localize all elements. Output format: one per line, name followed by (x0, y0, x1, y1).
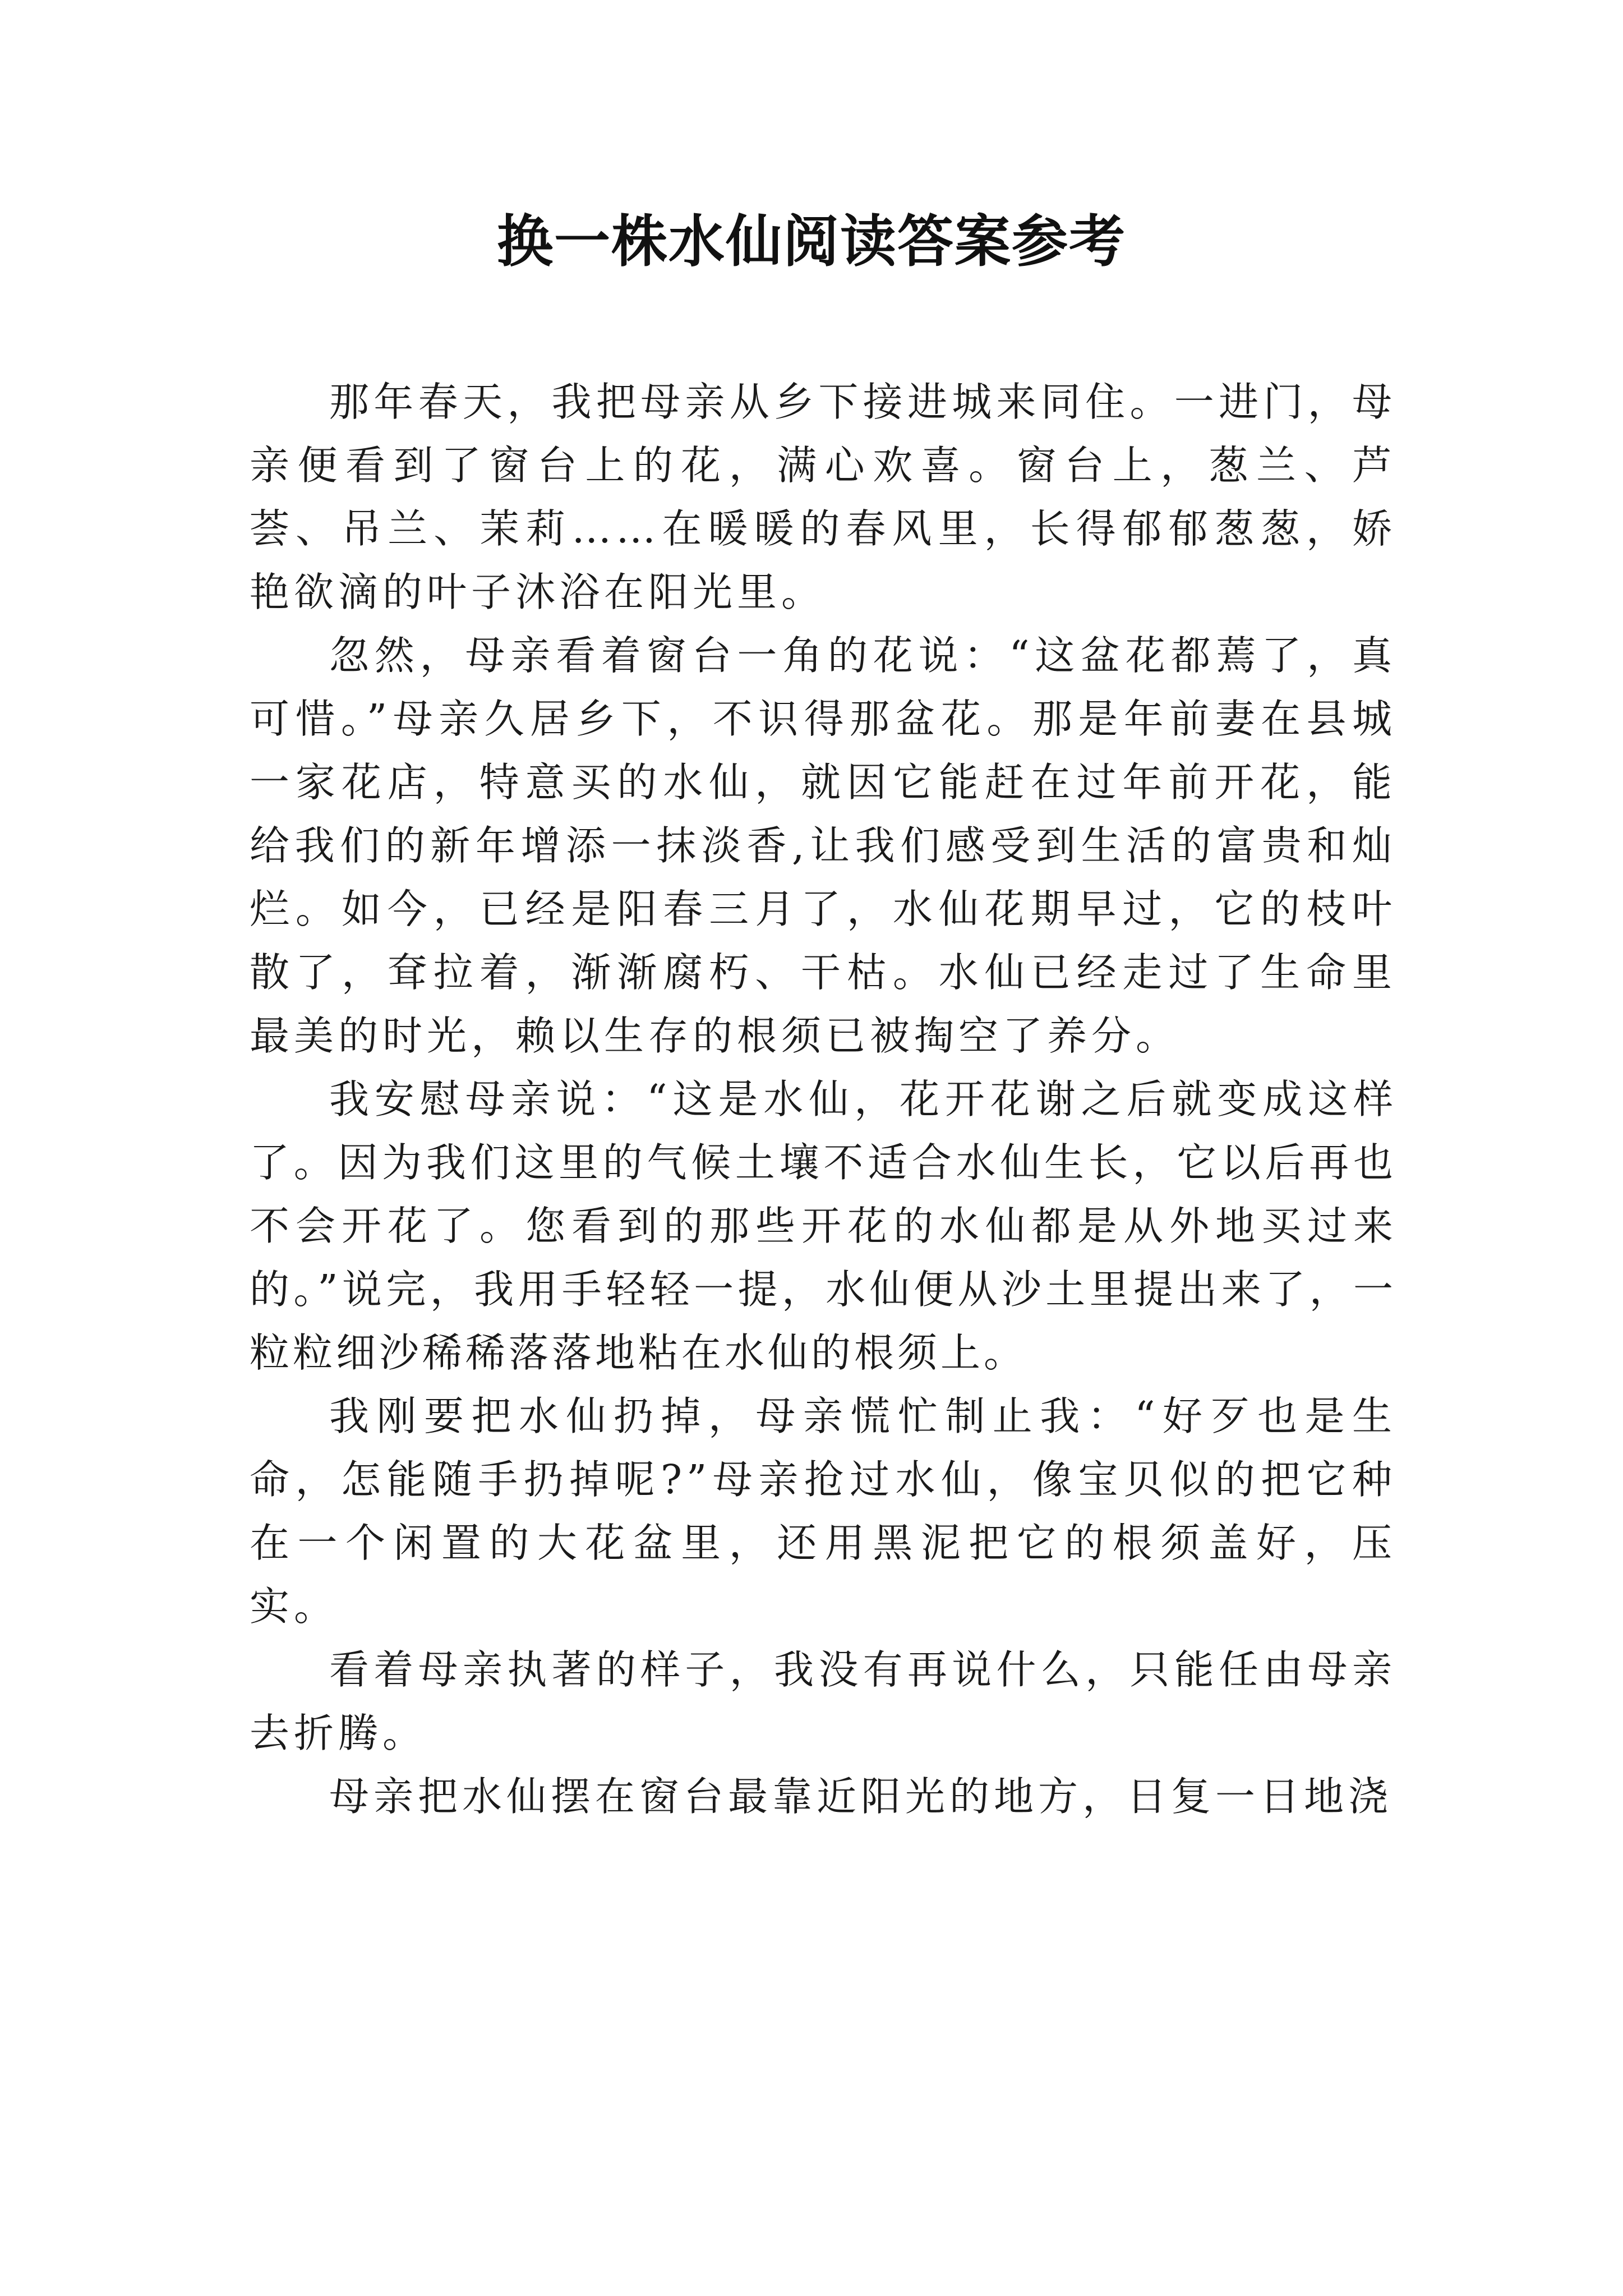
paragraph: 母亲把水仙摆在窗台最靠近阳光的地方，日复一日地浇 (329, 1773, 1393, 1820)
document-body (250, 370, 1396, 1828)
paragraph: 我刚要把水仙扔掉，母亲慌忙制止我：“好歹也是生命，怎能随手扔掉呢?”母亲抢过水仙，像宝贝似的把它种在一个闲置的大花盆里，还用黑泥把它的根须盖好，压实。 (250, 1393, 1396, 1630)
paragraph: 我安慰母亲说：“这是水仙，花开花谢之后就变成这样了。因为我们这里的气候土壤不适合水仙生长，它以后再也不会开花了。您看到的那些开花的水仙都是从外地买过来的。”说完，我用手轻轻一提，水仙便从沙土里提出来了，一粒粒细沙稀稀落落地粘在水仙的根须上。 (250, 1076, 1396, 1376)
paragraph: 忽然，母亲看着窗台一角的花说：“这盆花都蔫了，真可惜。”母亲久居乡下，不识得那盆花。那是年前妻在县城一家花店，特意买的水仙，就因它能赶在过年前开花，能给我们的新年增添一抹淡香,让我们感受到生活的富贵和灿烂。如今，已经是阳春三月了，水仙花期早过，它的枝叶散了，耷拉着，渐渐腐朽、干枯。水仙已经走过了生命里最美的时光，赖以生存的根须已被掏空了养分。 (250, 632, 1396, 1059)
paragraph: 看着母亲执著的样子，我没有再说什么，只能任由母亲去折腾。 (250, 1646, 1396, 1756)
document-title: 换一株水仙阅读答案参考 (497, 208, 1126, 274)
paragraph: 那年春天，我把母亲从乡下接进城来同住。一进门，母亲便看到了窗台上的花，满心欢喜。窗台上，葱兰、芦荟、吊兰、茉莉……在暖暖的春风里，长得郁郁葱葱，娇艳欲滴的叶子沐浴在阳光里。 (250, 379, 1396, 615)
